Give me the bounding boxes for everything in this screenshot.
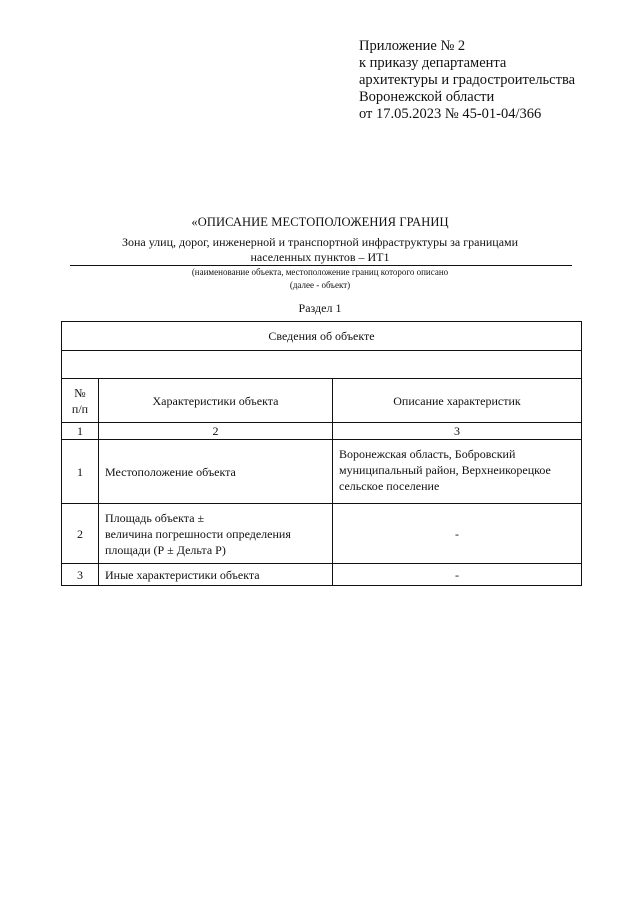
column-header-num <box>62 379 99 423</box>
row-characteristic: Иные характеристики объекта <box>99 564 333 586</box>
row-description: Воронежская область, Бобровский муниципальный район, Верхнеикорецкое сельское поселение <box>333 440 582 504</box>
document-title: «ОПИСАНИЕ МЕСТОПОЛОЖЕНИЯ ГРАНИЦ <box>191 215 449 229</box>
appendix-line: к приказу департамента <box>359 55 507 71</box>
row-characteristic-line: площади (Р ± Дельта Р) <box>105 542 226 557</box>
section-title: Раздел 1 <box>298 301 342 315</box>
row-characteristic-line: величина погрешности определения <box>105 526 291 541</box>
column-header-characteristics: Характеристики объекта <box>99 379 333 423</box>
column-index: 1 <box>62 423 99 440</box>
field-caption: (далее - объект) <box>289 280 351 290</box>
appendix-line: Воронежской области <box>359 89 495 105</box>
column-index: 3 <box>333 423 582 440</box>
object-name-line: населенных пунктов – ИТ1 <box>250 250 390 264</box>
row-description: - <box>333 504 582 564</box>
table-row <box>62 440 582 504</box>
object-name-line: Зона улиц, дорог, инженерной и транспортной инфраструктуры за границами <box>121 235 519 249</box>
column-index-row <box>62 423 582 440</box>
underline-divider <box>70 265 572 266</box>
row-characteristic: Местоположение объекта <box>99 440 333 504</box>
column-header-row <box>62 379 582 423</box>
row-characteristic-line: Площадь объекта ± <box>105 510 205 525</box>
row-number: 2 <box>62 504 99 564</box>
table-header-row <box>62 322 582 351</box>
table-header: Сведения об объекте <box>62 322 582 351</box>
row-number: 1 <box>62 440 99 504</box>
table-row <box>62 564 582 586</box>
column-index: 2 <box>99 423 333 440</box>
row-number: 3 <box>62 564 99 586</box>
object-info-table <box>61 321 582 586</box>
table-row <box>62 504 582 564</box>
field-caption: (наименование объекта, местоположение границ которого описано <box>191 267 449 277</box>
table-empty-row <box>62 351 582 379</box>
column-header-num-line: п/п <box>71 401 89 416</box>
appendix-line: архитектуры и градостроительства <box>359 72 576 88</box>
appendix-header <box>359 38 575 123</box>
appendix-line: Приложение № 2 <box>359 38 466 54</box>
row-description: - <box>333 564 582 586</box>
empty-cell <box>62 351 582 379</box>
column-header-num-line: № <box>74 385 86 400</box>
appendix-line: от 17.05.2023 № 45-01-04/366 <box>359 106 542 122</box>
row-characteristic <box>99 504 333 564</box>
column-header-description: Описание характеристик <box>333 379 582 423</box>
